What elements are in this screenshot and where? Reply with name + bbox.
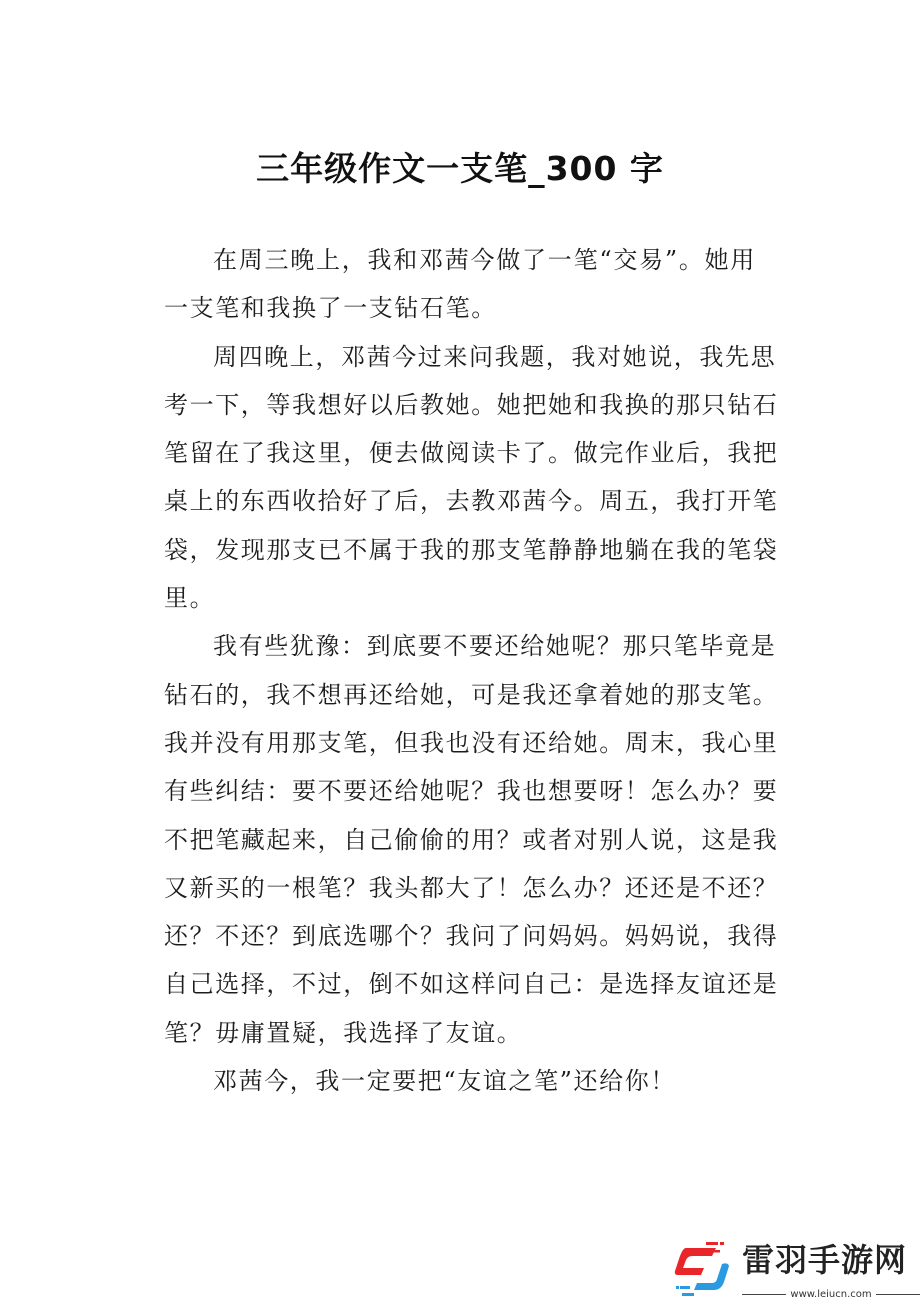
site-watermark[interactable] xyxy=(672,1238,920,1302)
paragraph-line: 笔留在了我这里，便去做阅读卡了。做完作业后，我把 xyxy=(164,439,779,468)
paragraph-line: 考一下，等我想好以后教她。她把她和我换的那只钻石 xyxy=(164,390,779,419)
paragraph-line: 在周三晚上，我和邓茜今做了一笔“交易”。她用 xyxy=(213,246,756,274)
leiyu-logo-icon xyxy=(672,1238,734,1300)
paragraph-4 xyxy=(164,1057,756,1105)
paragraph-line: 周四晚上，邓茜今过来问我题，我对她说，我先思 xyxy=(213,342,777,371)
site-url-row xyxy=(742,1287,920,1301)
paragraph-line: 我有些犹豫：到底要不要还给她呢？那只笔毕竟是 xyxy=(213,632,777,661)
divider xyxy=(876,1294,920,1295)
paragraph-line: 还？不还？到底选哪个？我问了问妈妈。妈妈说，我得 xyxy=(164,922,779,951)
paragraph-line: 里。 xyxy=(164,584,216,613)
paragraph-line: 又新买的一根笔？我头都大了！怎么办？还还是不还？ xyxy=(164,873,779,902)
paragraph-line: 笔？毋庸置疑，我选择了友谊。 xyxy=(164,1018,523,1047)
site-url[interactable]: www.leiucn.com xyxy=(790,1288,872,1300)
paragraph-line: 自己选择，不过，倒不如这样问自己：是选择友谊还是 xyxy=(164,970,779,999)
paragraph-line: 我并没有用那支笔，但我也没有还给她。周末，我心里 xyxy=(164,728,779,757)
page-title: 三年级作文一支笔_300 字 xyxy=(256,149,664,189)
paragraph-2 xyxy=(164,333,779,623)
paragraph-line: 不把笔藏起来，自己偷偷的用？或者对别人说，这是我 xyxy=(164,825,779,854)
paragraph-line: 邓茜今，我一定要把“友谊之笔”还给你！ xyxy=(213,1067,676,1096)
paragraph-line: 一支笔和我换了一支钻石笔。 xyxy=(164,294,497,323)
paragraph-line: 钻石的，我不想再还给她，可是我还拿着她的那支笔。 xyxy=(164,680,779,709)
site-name: 雷羽手游网 xyxy=(742,1241,908,1279)
article-body xyxy=(164,236,779,1105)
paragraph-line: 桌上的东西收拾好了后，去教邓茜今。周五，我打开笔 xyxy=(164,487,779,516)
paragraph-3 xyxy=(164,622,779,1057)
paragraph-line: 袋，发现那支已不属于我的那支笔静静地躺在我的笔袋 xyxy=(164,535,779,564)
paragraph-line: 有些纠结：要不要还给她呢？我也想要呀！怎么办？要 xyxy=(164,777,779,806)
divider xyxy=(742,1294,786,1295)
paragraph-1 xyxy=(164,236,756,333)
